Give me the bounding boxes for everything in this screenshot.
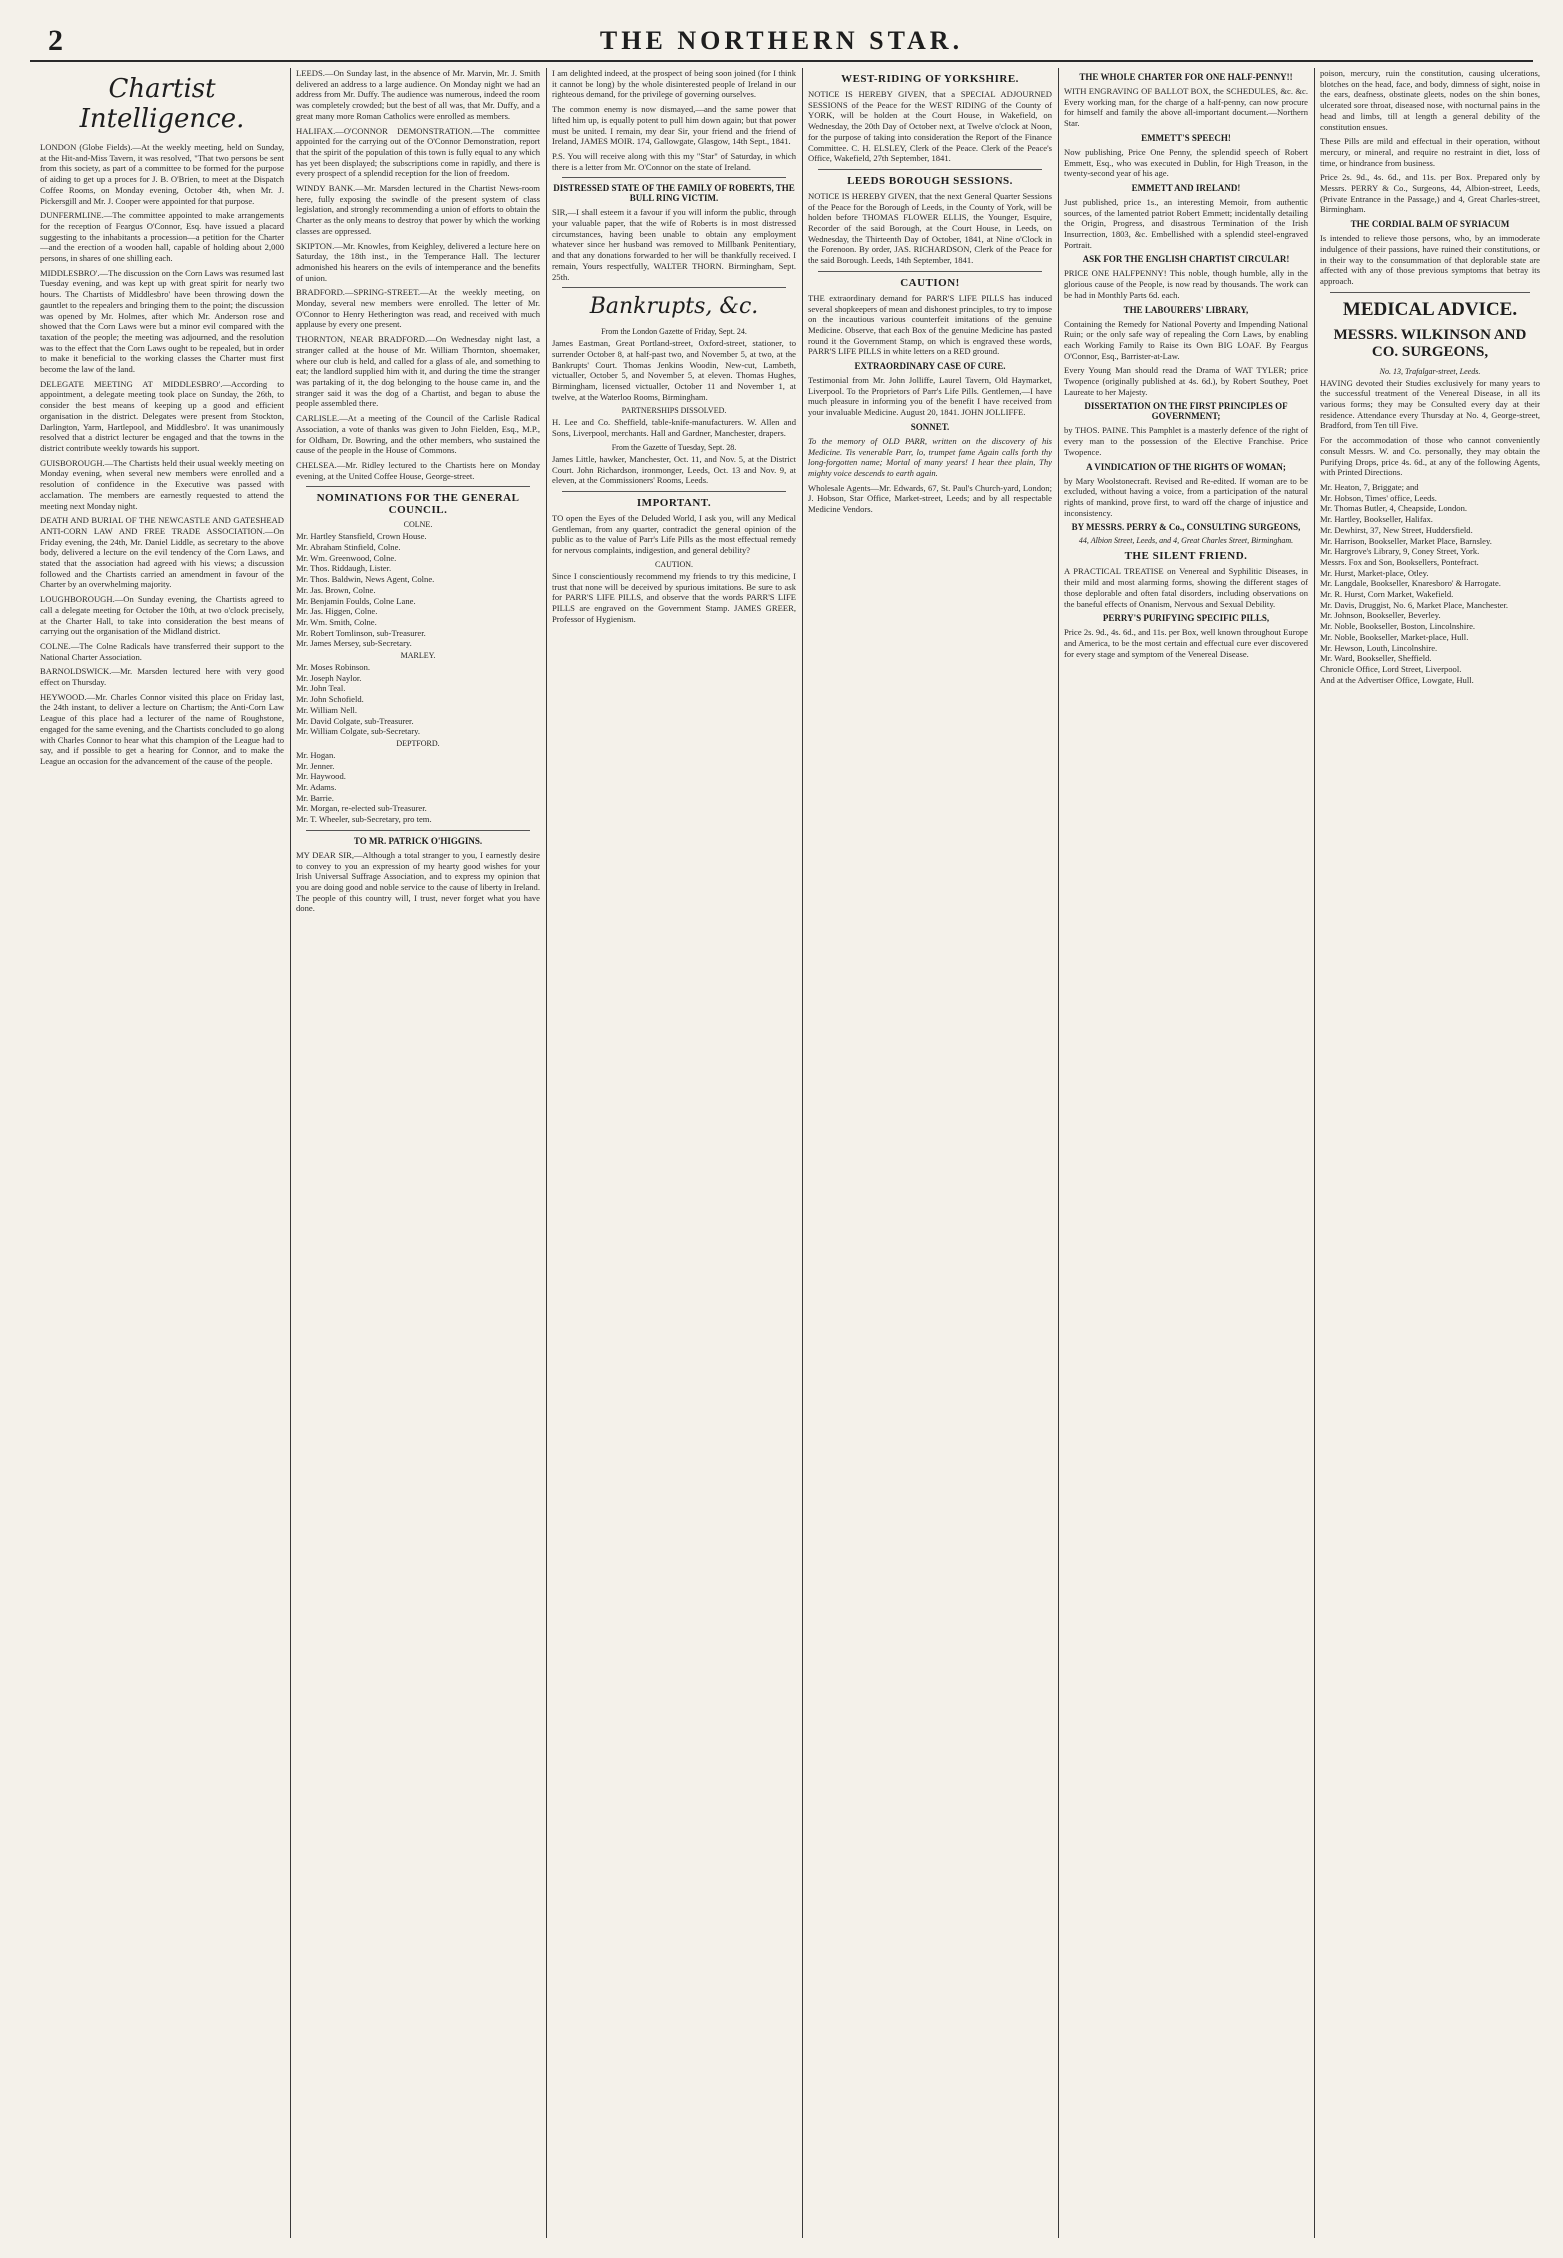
specific-pills-heading: PERRY'S PURIFYING SPECIFIC PILLS, (1102, 613, 1270, 624)
article-paragraph: The common enemy is now dismayed,—and the same power that lifted him up, is equally potent to pull him down again; but that power must be united. I remain, my dear Sir, your friend and the friend of Ireland, JAMES MOIR. 174, Gallowgate, Glasgow, 14th Sept., 1841. (552, 104, 796, 147)
nominee: Mr. Morgan, re-elected sub-Treasurer. (296, 803, 427, 814)
emmet-ireland-body: Just published, price 1s., an interesting Memoir, from authentic sources, of the lamented patriot Robert Emmett; incidentally detailing the Origin, Progress, and disastrous Termination of the Irish Insurrection, 1803, &c. Embellished with a splendid steel-engraved Portrait. (1064, 196, 1308, 250)
nominee: Mr. Hogan. (296, 749, 336, 760)
divider (1330, 292, 1530, 293)
agent-entry: Mr. Hewson, Louth, Lincolnshire. (1320, 642, 1438, 653)
article-paragraph: CHELSEA.—Mr. Ridley lectured to the Chartists here on Monday evening, at the United Coffee House, George-street. (296, 459, 540, 481)
vindication-body: by Mary Woolstonecraft. Revised and Re-edited. If woman are to be excluded, without having a voice, from a participation of the natural rights of mankind, prove first, to ward off the charge of injustice and inconsistency. (1064, 475, 1308, 518)
nominee: Mr. Adams. (296, 782, 337, 793)
distress-body: SIR,—I shall esteem it a favour if you will inform the public, through your valuable paper, that the wife of Roberts is in most distressed circumstances, having been unable to obtain any employment whatever since her husband was removed to Millbank Penitentiary, and that any donations forwarded to her will be thankfully received. I remain, Yours respectfully, WALTER THORN. Birmingham, Sept. 25th. (552, 207, 796, 282)
nominee: Mr. Thos. Riddaugh, Lister. (296, 563, 392, 574)
extraordinary-heading: EXTRAORDINARY CASE OF CURE. (854, 361, 1006, 372)
caution-heading: CAUTION. (655, 559, 693, 569)
article-paragraph: DUNFERMLINE.—The committee appointed to make arrangements for the reception of Feargus O'Connor, Esq. have issued a placard suggesting to the inhabitants a procession—a petition for the Charter—and the erection of a wooden hall, capable of holding about 2,000 persons, in shares of one shilling each. (40, 210, 284, 264)
library-body: Containing the Remedy for National Poverty and Impending National Ruin; or the only safe way of repealing the Corn Laws, by enabling each Working Family to Raise its Own BIG LOAF. By Feargus O'Connor, Esq., Barrister-at-Law. (1064, 318, 1308, 361)
wat-tyler-body: Every Young Man should read the Drama of WAT TYLER; price Twopence (originally published at 4s. 6d.), by Robert Southey, Poet Laureate to her Majesty. (1064, 365, 1308, 397)
column-1-articles (40, 142, 284, 767)
charter-heading: THE WHOLE CHARTER FOR ONE HALF-PENNY!! (1079, 72, 1293, 82)
library-heading: THE LABOURERS' LIBRARY, (1123, 304, 1249, 315)
nominee: Mr. Joseph Naylor. (296, 672, 362, 683)
distress-heading: DISTRESSED STATE OF THE FAMILY OF ROBERTS, THE BULL RING VICTIM. (553, 183, 795, 204)
vindication-heading: A VINDICATION OF THE RIGHTS OF WOMAN; (1086, 461, 1286, 472)
dissertation-heading: DISSERTATION ON THE FIRST PRINCIPLES OF GOVERNMENT; (1084, 401, 1288, 422)
gazette-1: From the London Gazette of Friday, Sept. 24. (601, 327, 747, 337)
perry-heading: BY MESSRS. PERRY & Co., CONSULTING SURGEONS, (1071, 522, 1301, 533)
gazette-2: From the Gazette of Tuesday, Sept. 28. (611, 442, 737, 452)
perry-address: 44, Albion Street, Leeds, and 4, Great Charles Street, Birmingham. (1078, 536, 1294, 546)
sonnet-heading: SONNET. (910, 421, 950, 432)
letter-heading: TO MR. PATRICK O'HIGGINS. (353, 835, 483, 846)
agent-entry: Mr. Davis, Druggist, No. 6, Market Place, Manchester. (1320, 599, 1509, 610)
emmet-heading: EMMETT'S SPEECH! (1141, 132, 1231, 143)
nominee: Mr. Abraham Stinfield, Colne. (296, 542, 401, 553)
agent-entry: Mr. Ward, Bookseller, Sheffield. (1320, 653, 1432, 664)
deptford-list (296, 750, 540, 825)
article-paragraph: I am delighted indeed, at the prospect of being soon joined (for I think it cannot be long) by the whole disinterested people of Ireland in our righteous demand, for the privilege of governing ourselves. (552, 68, 796, 100)
column-6-articles (1320, 68, 1540, 215)
agent-entry: And at the Advertiser Office, Lowgate, Hull. (1320, 674, 1474, 685)
medical-advice-heading: MEDICAL ADVICE. (1342, 298, 1518, 320)
column-3-articles (552, 68, 796, 172)
nominee: Mr. T. Wheeler, sub-Secretary, pro tem. (296, 814, 432, 825)
masthead (30, 20, 1533, 62)
article-paragraph: P.S. You will receive along with this my "Star" of Saturday, in which there is a letter from Mr. O'Connor on the state of Ireland. (552, 150, 796, 172)
article-paragraph: poison, mercury, ruin the constitution, causing ulcerations, blotches on the head, face, and body, dimness of sight, noise in the ears, deafness, obstinate gleets, nodes on the shin bones, ulcerated sore throat, diseased nose, with nocturnal pains in the head and limbs, till at length a general debility of the constitution ensues. (1320, 68, 1540, 132)
partnerships-heading: PARTNERSHIPS DISSOLVED. (621, 406, 727, 416)
nominee: Mr. Jas. Higgen, Colne. (296, 606, 378, 617)
column-rule (1058, 68, 1059, 2238)
article-paragraph: BARNOLDSWICK.—Mr. Marsden lectured here with very good effect on Thursday. (40, 666, 284, 688)
dissertation-body: by THOS. PAINE. This Pamphlet is a masterly defence of the right of every man to the possession of the Elective Franchise. Price Twopence. (1064, 425, 1308, 457)
column-5 (1064, 68, 1308, 2238)
agent-entry: Mr. Hobson, Times' office, Leeds. (1320, 492, 1437, 503)
article-paragraph: MIDDLESBRO'.—The discussion on the Corn Laws was resumed last Tuesday evening, and was kept up with great spirit for nearly two hours. The Chartists of Middlesbro' have been throwing down the gauntlet to the repealers and bringing them to the point; the discussion was opened by Mr. Holmes, after which Mr. Anderson rose and showed that the Corn Laws were but a minor evil compared with the taxation of the people; the meeting was adjourned, and the resolution was to the effect that the Corn Laws ought to be repealed, but in order to make it beneficial to the working classes the Charter must first become the law of the land. (40, 267, 284, 375)
colne-heading: COLNE. (403, 520, 433, 530)
agent-entry: Mr. Noble, Bookseller, Boston, Lincolnshire. (1320, 621, 1476, 632)
divider (562, 287, 786, 288)
newspaper-title: THE NORTHERN STAR. (599, 26, 964, 55)
article-paragraph: GUISBOROUGH.—The Chartists held their usual weekly meeting on Monday evening, when several new members were enrolled and a resolution of confidence in the Executive was passed with acclamation. The members are earnestly requested to attend the meeting next Monday night. (40, 457, 284, 511)
nominee: Mr. Robert Tomlinson, sub-Treasurer. (296, 627, 426, 638)
column-6 (1320, 68, 1540, 2238)
nominee: Mr. John Teal. (296, 683, 346, 694)
charter-body: WITH ENGRAVING OF BALLOT BOX, the SCHEDULES, &c. &c. Every working man, for the charge of a half-penny, can now procure for himself and family the above all-important document.—Northern Star. (1064, 86, 1308, 129)
important-heading: IMPORTANT. (636, 496, 712, 509)
agents-body: Wholesale Agents—Mr. Edwards, 67, St. Paul's Church-yard, London; J. Hobson, Star Office, Market-street, Leeds; and by all respectable Medicine Vendors. (808, 482, 1052, 515)
nominee: Mr. James Mersey, sub-Secretary. (296, 638, 412, 649)
article-paragraph: THORNTON, NEAR BRADFORD.—On Wednesday night last, a stranger called at the house of Mr. William Thornton, shoemaker, where our club is held, and called for a glass of ale, and something to eat; the landlord supplied him with it, and during the time the stranger was partaking of it, the dog belonging to the house came in, and the stranger said it was the dog of a Chartist, and began to abuse the people assembled there. (296, 334, 540, 409)
divider (562, 491, 786, 492)
agent-entry: Mr. Harrison, Bookseller, Market Place, Barnsley. (1320, 535, 1492, 546)
column-3 (552, 68, 796, 2238)
agent-entry: Mr. Langdale, Bookseller, Knaresboro' & Harrogate. (1320, 578, 1501, 589)
divider (306, 486, 530, 487)
caution-body: Since I conscientiously recommend my friends to try this medicine, I trust that none will be deceived by spurious imitations. Be sure to ask for PARR'S LIFE PILLS, and observe that the words PARR'S LIFE PILLS are engraved on the Government Stamp. JAMES GREER, Professor of Hygienism. (552, 570, 796, 624)
agent-entry: Mr. Heaton, 7, Briggate; and (1320, 481, 1419, 492)
emmet-ireland-heading: EMMETT AND IRELAND! (1131, 182, 1241, 193)
west-riding-body: NOTICE IS HEREBY GIVEN, that a SPECIAL ADJOURNED SESSIONS of the Peace for the WEST RIDING of the County of YORK, will be holden at the Court House, in Wakefield, on Wednesday, the 20th Day of October next, at Twelve o'clock at Noon, for the purpose of taking into consideration the Report of the Finance Committee. C. H. ELSLEY, Clerk of the Peace. Clerk of the Peace's Office, Wakefield, 27th September, 1841. (808, 89, 1052, 164)
article-paragraph: COLNE.—The Colne Radicals have transferred their support to the National Charter Association. (40, 640, 284, 662)
agent-entry: Mr. Hurst, Market-place, Otley. (1320, 567, 1429, 578)
article-paragraph: HEYWOOD.—Mr. Charles Connor visited this place on Friday last, the 24th instant, to deliver a lecture on Chartism; the Anti-Corn Law League of this place had a lecturer of the name of Roughstone, engaged for the same evening, and the Chartists concluded to go along with Charles Connor to hear what this champion of the League had to say, and if possible to get a hearing for Connor, and to make the League an occasion for the advancement of the cause of the people. (40, 691, 284, 766)
article-paragraph: LEEDS.—On Sunday last, in the absence of Mr. Marvin, Mr. J. Smith delivered an address to a large audience. On Monday night we had an address from Mr. Duffy. The audience was numerous, indeed the room was completely crowded; but the best of all was, that Mr. Duffy, and a great many more Roman Catholics were enrolled as members. (296, 68, 540, 121)
nominee: Mr. Wm. Smith, Colne. (296, 616, 377, 627)
divider (562, 177, 786, 178)
article-paragraph: DEATH AND BURIAL OF THE NEWCASTLE AND GATESHEAD ANTI-CORN LAW AND FREE TRADE ASSOCIATION.—On Friday evening, the 24th, Mr. Daniel Liddle, as secretary to the above body, delivered a lecture on the evil tendency of the Corn Laws, and stated that the association had agreed with his views; a discussion followed and the Chartists carried an amendment in favour of the Charter by an overwhelming majority. (40, 515, 284, 590)
bankrupts-heading: Bankrupts, &c. (589, 294, 759, 320)
column-rule (546, 68, 547, 2238)
colne-list (296, 531, 540, 649)
page-number: 2 (48, 24, 63, 57)
nominee: Mr. William Colgate, sub-Secretary. (296, 726, 420, 737)
nominee: Mr. William Nell. (296, 704, 358, 715)
nominee: Mr. Hartley Stansfield, Crown House. (296, 531, 427, 542)
column-2 (296, 68, 540, 2238)
agent-entry: Messrs. Fox and Son, Booksellers, Pontefract. (1320, 556, 1479, 567)
nominee: Mr. John Schofield. (296, 694, 364, 705)
divider (818, 271, 1042, 272)
nominee: Mr. Wm. Greenwood, Colne. (296, 552, 397, 563)
silent-friend-heading: THE SILENT FRIEND. (1124, 550, 1248, 563)
caution-heading: CAUTION! (900, 276, 960, 289)
article-paragraph: HALIFAX.—O'CONNOR DEMONSTRATION.—The committee appointed for the carrying out of the O'Connor Demonstration, report that the spirit of the population of this town is fully equal to any which has yet been displayed; the subscriptions come in rapidly, and there is every prospect of a splendid reception for the lion of freedom. (296, 125, 540, 179)
nominee: Mr. Jas. Brown, Colne. (296, 584, 376, 595)
agent-entry: Mr. Dewhirst, 37, New Street, Huddersfield. (1320, 524, 1473, 535)
bankrupts-body: James Eastman, Great Portland-street, Oxford-street, stationer, to surrender October 8, at half-past two, and November 5, at two, at the Bankrupts' Court. Thomas Jenkins Woodin, New-cut, Lambeth, victualler, October 5, and November 5, at eleven. Thomas Hughes, Birmingham, licensed victualler, October 11 and November 1, at twelve, at the Waterloo Rooms, Birmingham. (552, 338, 796, 402)
nominee: Mr. Haywood. (296, 771, 346, 782)
agent-entry: Mr. Johnson, Bookseller, Beverley. (1320, 610, 1441, 621)
bankrupts-2-body: James Little, hawker, Manchester, Oct. 11, and Nov. 5, at the District Court. John Richardson, ironmonger, Leeds, Oct. 13 and Nov. 9, at eleven, at the Commissioners' Rooms, Leeds. (552, 453, 796, 486)
column-1 (40, 68, 284, 2238)
cordial-heading: THE CORDIAL BALM OF SYRIACUM (1350, 219, 1510, 230)
circular-heading: ASK FOR THE ENGLISH CHARTIST CIRCULAR! (1082, 254, 1290, 265)
divider (306, 830, 530, 831)
specific-pills-body: Price 2s. 9d., 4s. 6d., and 11s. per Box, well known throughout Europe and America, to be the most certain and effectual cure ever discovered for every stage and symptom of the Venereal Disease. (1064, 627, 1308, 659)
leeds-sessions-body: NOTICE IS HEREBY GIVEN, that the next General Quarter Sessions of the Peace for the Borough of Leeds, in the County of York, will be holden before THOMAS FLOWER ELLIS, the Younger, Esquire, Recorder of the said Borough, at the Court House, in Leeds, on Wednesday, the Thirteenth Day of October, 1841, at Nine o'Clock in the Forenoon. By order, JAS. RICHARDSON, Clerk of the Peace for the said Borough. Leeds, 14th September, 1841. (808, 190, 1052, 266)
divider (818, 169, 1042, 170)
marley-list (296, 662, 540, 737)
agent-entry: Mr. Hartley, Bookseller, Halifax. (1320, 514, 1433, 525)
nominee: Mr. Thos. Baldwin, News Agent, Colne. (296, 574, 435, 585)
column-2-articles (296, 68, 540, 481)
wilkinson-body: HAVING devoted their Studies exclusively for many years to the successful treatment of the Venereal Disease, in all its various forms; they may be Consulted every day at their residence. Attendance every Thursday at No. 4, George-street, Bradford, from Ten till Five. (1320, 377, 1540, 431)
article-paragraph: BRADFORD.—SPRING-STREET.—At the weekly meeting, on Monday, several new members were enrolled. The letter of Mr. O'Connor to Henry Hetherington was read, and received with much applause by every one present. (296, 287, 540, 330)
article-paragraph: CARLISLE.—At a meeting of the Council of the Carlisle Radical Association, a vote of thanks was given to John Fielden, Esq., M.P., for Oldham, Dr. Bowring, and the other members, who sustained the cause of the people in the House of Commons. (296, 413, 540, 456)
agents-intro: For the accommodation of those who cannot conveniently consult Messrs. W. and Co. personally, they may obtain the Purifying Drops, price 4s. 6d., at any of the following Agents, with Printed Directions. (1320, 435, 1540, 478)
deptford-heading: DEPTFORD. (396, 738, 440, 748)
agent-entry: Mr. Thomas Butler, 4, Cheapside, London. (1320, 503, 1468, 514)
extraordinary-body: Testimonial from Mr. John Jolliffe, Laurel Tavern, Old Haymarket, Liverpool. To the Proprietors of Parr's Life Pills. Gentlemen,—I have much pleasure in informing you of the benefit I have received from your invaluable Medicine. August 20, 1841. JOHN JOLLIFFE. (808, 375, 1052, 418)
circular-body: PRICE ONE HALFPENNY! This noble, though humble, ally in the glorious cause of the People, is now read by thousands. The work can be had in Monthly Parts 6d. each. (1064, 268, 1308, 300)
silent-friend-body: A PRACTICAL TREATISE on Venereal and Syphilitic Diseases, in their mild and most alarming forms, showing the different stages of those deplorable and often fatal disorders, including observations on the baneful effects of Onanism, Nervous and Sexual Debility. (1064, 566, 1308, 609)
nominee: Mr. David Colgate, sub-Treasurer. (296, 715, 414, 726)
article-paragraph: DELEGATE MEETING AT MIDDLESBRO'.—According to appointment, a delegate meeting took place on Sunday, the 26th, to consider the best means of keeping up a good and efficient organisation in the district. Delegates were present from Stockton, Darlington, Yarm, Hartlepool, and Middlesbro'. It was unanimously resolved that a district lecturer be engaged and that the towns in the district contribute weekly towards his support. (40, 378, 284, 453)
article-paragraph: LONDON (Globe Fields).—At the weekly meeting, held on Sunday, at the Hit-and-Miss Tavern, it was resolved, "That two persons be sent from this society, as part of a committee to be formed for the purpose of aiding to get up a proces for J. B. O'Brien, to meet at the Dispatch Coffee Rooms, on Monday evening, October 4th, when Mr. J. Pickersgill and Mr. J. Cooper were appointed for that purpose. (40, 142, 284, 206)
article-paragraph: Price 2s. 9d., 4s. 6d., and 11s. per Box. Prepared only by Messrs. PERRY & Co., Surgeons, 44, Albion-street, Leeds, (Private Entrance in the Passage,) and 4, Great Charles-street, Birmingham. (1320, 172, 1540, 215)
section-heading: Chartist Intelligence. (79, 74, 245, 134)
nominations-heading: NOMINATIONS FOR THE GENERAL COUNCIL. (316, 492, 520, 517)
cordial-body: Is intended to relieve those persons, who, by an immoderate indulgence of their passions, have ruined their constitutions, or in their way to the consummation of that deplorable state are affected with any of those previous symptoms that betray its approach. (1320, 233, 1540, 286)
column-rule (1314, 68, 1315, 2238)
nominee: Mr. Moses Robinson. (296, 662, 371, 673)
partnerships-body: H. Lee and Co. Sheffield, table-knife-manufacturers. W. Allen and Sons, Liverpool, merchants. Hall and Gardner, Manchester, drapers. (552, 417, 796, 439)
leeds-sessions-heading: LEEDS BOROUGH SESSIONS. (847, 174, 1013, 187)
wilkinson-heading: MESSRS. WILKINSON AND CO. SURGEONS, (1333, 326, 1527, 360)
letter-body: MY DEAR SIR,—Although a total stranger to you, I earnestly desire to convey to you an expression of my hearty good wishes for your Irish Universal Suffrage Association, and to express my opinion that you are doing good and noble service to the cause of liberty in Ireland. The people of this country will, I trust, never forget what you have done. (296, 849, 540, 914)
wilkinson-address: No. 13, Trafalgar-street, Leeds. (1379, 366, 1481, 376)
columns (40, 68, 1540, 2238)
marley-heading: MARLEY. (400, 651, 436, 661)
article-paragraph: These Pills are mild and effectual in their operation, without mercury, or mineral, and require no restraint in diet, loss of time, or hindrance from business. (1320, 136, 1540, 168)
emmet-body: Now publishing, Price One Penny, the splendid speech of Robert Emmett, Esq., who was executed in Dublin, for High Treason, in the twenty-second year of his age. (1064, 146, 1308, 179)
nominee: Mr. Barrie. (296, 792, 334, 803)
important-body: TO open the Eyes of the Deluded World, I ask you, will any Medical Gentleman, from any quarter, contradict the general opinion of the public as to the value of Parr's Life Pills as the most effectual remedy for nervous complaints, indigestion, and general debility? (552, 512, 796, 556)
caution-body: THE extraordinary demand for PARR'S LIFE PILLS has induced several shopkeepers of mean and dishonest principles, to try to impose on the incautious various counterfeit imitations of the genuine Medicine. Observe, that each Box of the genuine Medicine has pasted round it the Government Stamp, on which is engraved these words, PARR'S LIFE PILLS in white letters on a RED ground. (808, 292, 1052, 357)
agent-entry: Mr. Noble, Bookseller, Market-place, Hull. (1320, 631, 1469, 642)
sonnet-body: To the memory of OLD PARR, written on the discovery of his Medicine. Tis venerable Parr, lo, trumpet fame Again calls forth thy long-forgotten name; Mortal of many years! I hear thee plain, Thy mighty voice descends to earth again. (808, 435, 1052, 478)
agents-list (1320, 482, 1540, 685)
column-4 (808, 68, 1052, 2238)
west-riding-heading: WEST-RIDING OF YORKSHIRE. (841, 73, 1019, 85)
column-rule (290, 68, 291, 2238)
agent-entry: Chronicle Office, Lord Street, Liverpool. (1320, 663, 1462, 674)
article-paragraph: LOUGHBOROUGH.—On Sunday evening, the Chartists agreed to call a delegate meeting for October the 10th, at two o'clock precisely, at the Charter Hall, to take into consideration the best means of carrying out the organisation of the Midland district. (40, 594, 284, 637)
agent-entry: Mr. R. Hurst, Corn Market, Wakefield. (1320, 589, 1454, 600)
column-rule (802, 68, 803, 2238)
article-paragraph: WINDY BANK.—Mr. Marsden lectured in the Chartist News-room here, fully exposing the swindle of the present system of class legislation, and strongly recommending a union of efforts to obtain the Charter as the only means to destroy that power by which the working classes are oppressed. (296, 183, 540, 236)
nominee: Mr. Benjamin Foulds, Colne Lane. (296, 595, 416, 606)
article-paragraph: SKIPTON.—Mr. Knowles, from Keighley, delivered a lecture here on Saturday, the 18th inst., in the Temperance Hall. The lecturer admonished his hearers on the evils of intemperance and the benefits of union. (296, 240, 540, 283)
nominee: Mr. Jenner. (296, 760, 335, 771)
agent-entry: Mr. Hargrove's Library, 9, Coney Street, York. (1320, 546, 1480, 557)
